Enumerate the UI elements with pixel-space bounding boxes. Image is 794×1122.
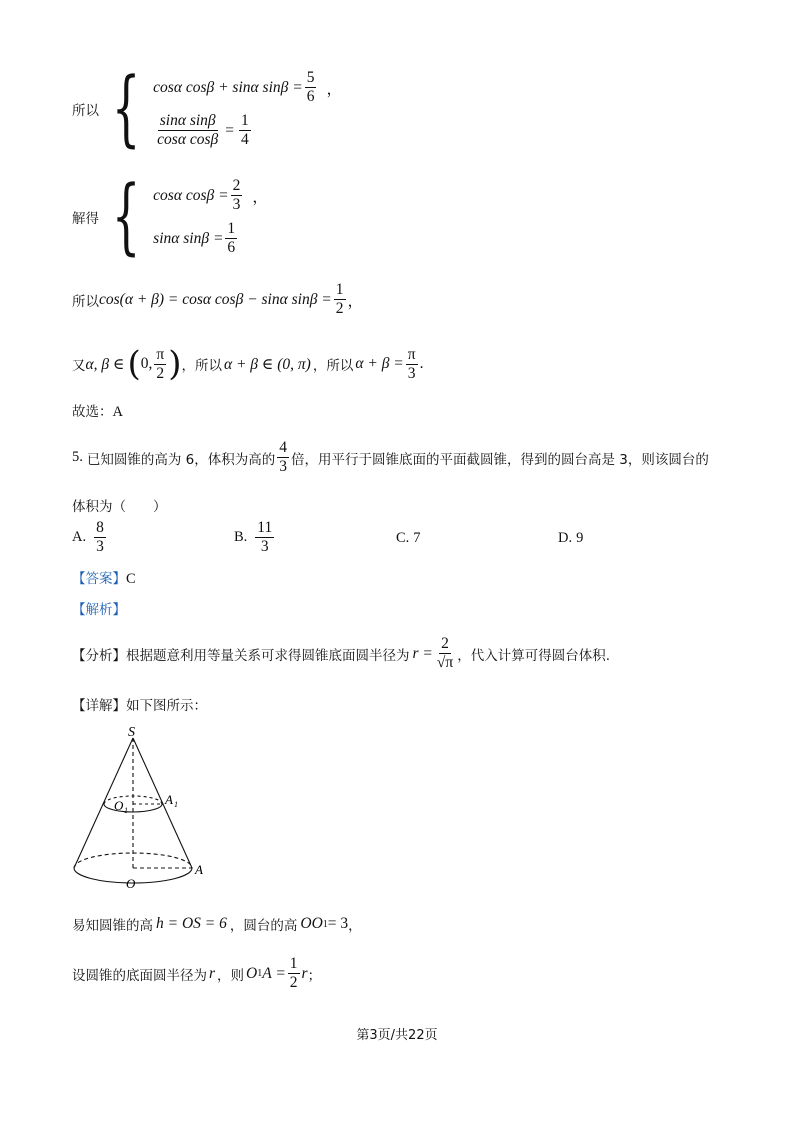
- label-s: S: [128, 725, 135, 740]
- label-you: 又: [72, 358, 86, 374]
- h-tail: ，: [348, 918, 362, 934]
- option-b-den: 3: [260, 538, 269, 555]
- cos-sum-den: 2: [335, 300, 344, 317]
- q5-text-a: 已知圆锥的高为 6，体积为高的: [86, 451, 276, 468]
- label-jiede: 解得: [72, 211, 99, 227]
- system-1: [72, 61, 342, 156]
- fenxi-r-eq: r =: [412, 644, 433, 662]
- r-rhs: r: [301, 964, 308, 982]
- answer-line: [72, 567, 136, 588]
- close-paren: ): [168, 344, 182, 384]
- res-num: π: [407, 345, 416, 363]
- page-footer: 第3页/共22页: [356, 1028, 438, 1043]
- sum-in-interval: α + β ∈ (0, π): [223, 355, 311, 373]
- cos-sum-num: 1: [335, 281, 344, 298]
- r-text-b: ，则: [217, 967, 245, 984]
- option-c-label: C.: [396, 530, 410, 546]
- fenxi-text-a: 根据题意利用等量关系可求得圆锥底面圆半径为: [126, 647, 410, 664]
- cone-left-edge: [74, 738, 133, 868]
- sys2-eq2-lhs: sinα sinβ =: [153, 229, 224, 247]
- h-text-b: ，圆台的高: [229, 918, 298, 934]
- r-symbol: r: [209, 964, 216, 982]
- option-b[interactable]: [234, 520, 276, 555]
- cone-right-edge: [133, 738, 192, 868]
- h-expr2: OO: [300, 915, 323, 932]
- choice-prefix: 故选：: [72, 404, 113, 420]
- line-radius: [72, 956, 321, 991]
- answer-tag: 【答案】: [72, 571, 126, 587]
- sys1-eq2-num: sinα sinβ: [159, 112, 216, 129]
- left-brace: {: [111, 61, 141, 156]
- option-d-value: 9: [576, 530, 584, 546]
- sys1-eq2-eq: =: [225, 121, 234, 139]
- fenxi-tag: 【分析】: [72, 647, 126, 664]
- r-tail: ；: [307, 967, 322, 984]
- pi-den: 2: [156, 364, 165, 382]
- option-a-label: A.: [72, 529, 87, 545]
- system-2: [72, 169, 268, 264]
- q5-text-b: 倍，用平行于圆锥底面的平面截圆锥，得到的圆台高是 3，则该圆台的: [291, 451, 709, 468]
- interval-start: 0,: [140, 355, 153, 372]
- range-vars: α, β ∈: [85, 355, 125, 373]
- sys1-eq1-lhs: cosα cosβ + sinα sinβ =: [153, 78, 303, 96]
- sys1-eq2-rnum: 1: [240, 112, 249, 129]
- res-den: 3: [407, 364, 416, 382]
- fenxi-den: √π: [436, 654, 454, 671]
- option-a-num: 8: [96, 519, 104, 536]
- analysis-tag: 【解析】: [72, 602, 126, 618]
- option-a-den: 3: [96, 538, 104, 555]
- line-heights: [72, 914, 362, 934]
- option-b-num: 11: [257, 519, 273, 536]
- line-cos-sum: [72, 282, 363, 317]
- fenxi-text-b: ，代入计算可得圆台体积.: [457, 647, 611, 664]
- pi-num: π: [156, 345, 165, 363]
- option-d-label: D.: [558, 530, 573, 546]
- r-lhs-tail: A =: [262, 964, 286, 982]
- label-suoyi-b: ，所以: [312, 358, 354, 374]
- range-tail: .: [419, 355, 424, 372]
- label-suoyi: 所以: [72, 103, 99, 119]
- detail-text: 如下图所示：: [126, 698, 207, 714]
- label-o: O: [126, 876, 136, 891]
- r-num: 1: [289, 955, 298, 972]
- sys2-eq2-den: 6: [227, 239, 236, 256]
- left-brace: {: [111, 169, 141, 264]
- answer-value: C: [126, 571, 136, 587]
- option-c[interactable]: [396, 530, 421, 547]
- option-b-label: B.: [234, 529, 248, 545]
- sys2-eq2-num: 1: [227, 220, 236, 237]
- cone-figure: [60, 722, 220, 894]
- fenxi-line: [72, 636, 610, 671]
- option-d[interactable]: [558, 530, 583, 547]
- q5-text-c: 体积为（ ）: [72, 499, 167, 515]
- sys2-eq1-num: 2: [232, 177, 241, 194]
- sys1-eq1-den: 6: [306, 88, 315, 105]
- option-c-value: 7: [413, 530, 421, 546]
- detail-tag: 【详解】: [72, 698, 126, 714]
- sys1-eq2-rden: 4: [240, 131, 249, 148]
- h-expr: h = OS = 6: [156, 915, 227, 932]
- q5-frac-den: 3: [279, 458, 288, 475]
- r-lhs-sub: 1: [257, 968, 263, 979]
- h-text-a: 易知圆锥的高: [72, 918, 153, 934]
- q5-frac-num: 4: [279, 439, 288, 456]
- choice-letter: A: [112, 404, 123, 420]
- cos-sum-tail: ，: [347, 292, 364, 310]
- sys2-eq1-lhs: cosα cosβ =: [153, 186, 229, 204]
- sum-eq: α + β =: [355, 355, 404, 372]
- open-paren: (: [127, 344, 141, 384]
- h-expr2-tail: = 3: [327, 915, 349, 932]
- option-a[interactable]: [72, 520, 108, 555]
- line-range: [72, 344, 423, 384]
- sys2-tail: ，: [252, 188, 268, 206]
- sys2-eq1-den: 3: [232, 196, 241, 213]
- label-a1-sub: 1: [174, 800, 178, 809]
- detail-line: [72, 694, 207, 714]
- r-den: 2: [289, 974, 298, 991]
- label-o1-sub: 1: [124, 806, 128, 815]
- r-lhs: O: [246, 964, 258, 982]
- sys1-eq2-den: cosα cosβ: [157, 131, 219, 148]
- q5-line1: [72, 440, 709, 475]
- q5-number: 5.: [72, 449, 83, 465]
- sys1-eq1-num: 5: [306, 69, 315, 86]
- r-text-a: 设圆锥的底面圆半径为: [72, 967, 207, 984]
- label-a1: A: [165, 792, 173, 807]
- choice-line: [72, 400, 123, 421]
- label-suoyi-a: ，所以: [181, 358, 222, 374]
- h-expr2-sub: 1: [322, 918, 328, 930]
- label-a: A: [195, 862, 203, 877]
- label-suoyi: 所以: [72, 293, 99, 310]
- cos-sum-expr: cos(α + β) = cosα cosβ − sinα sinβ =: [99, 290, 332, 308]
- fenxi-num: 2: [441, 635, 449, 652]
- label-o1: O: [114, 798, 124, 813]
- sys1-tail: ，: [326, 80, 342, 98]
